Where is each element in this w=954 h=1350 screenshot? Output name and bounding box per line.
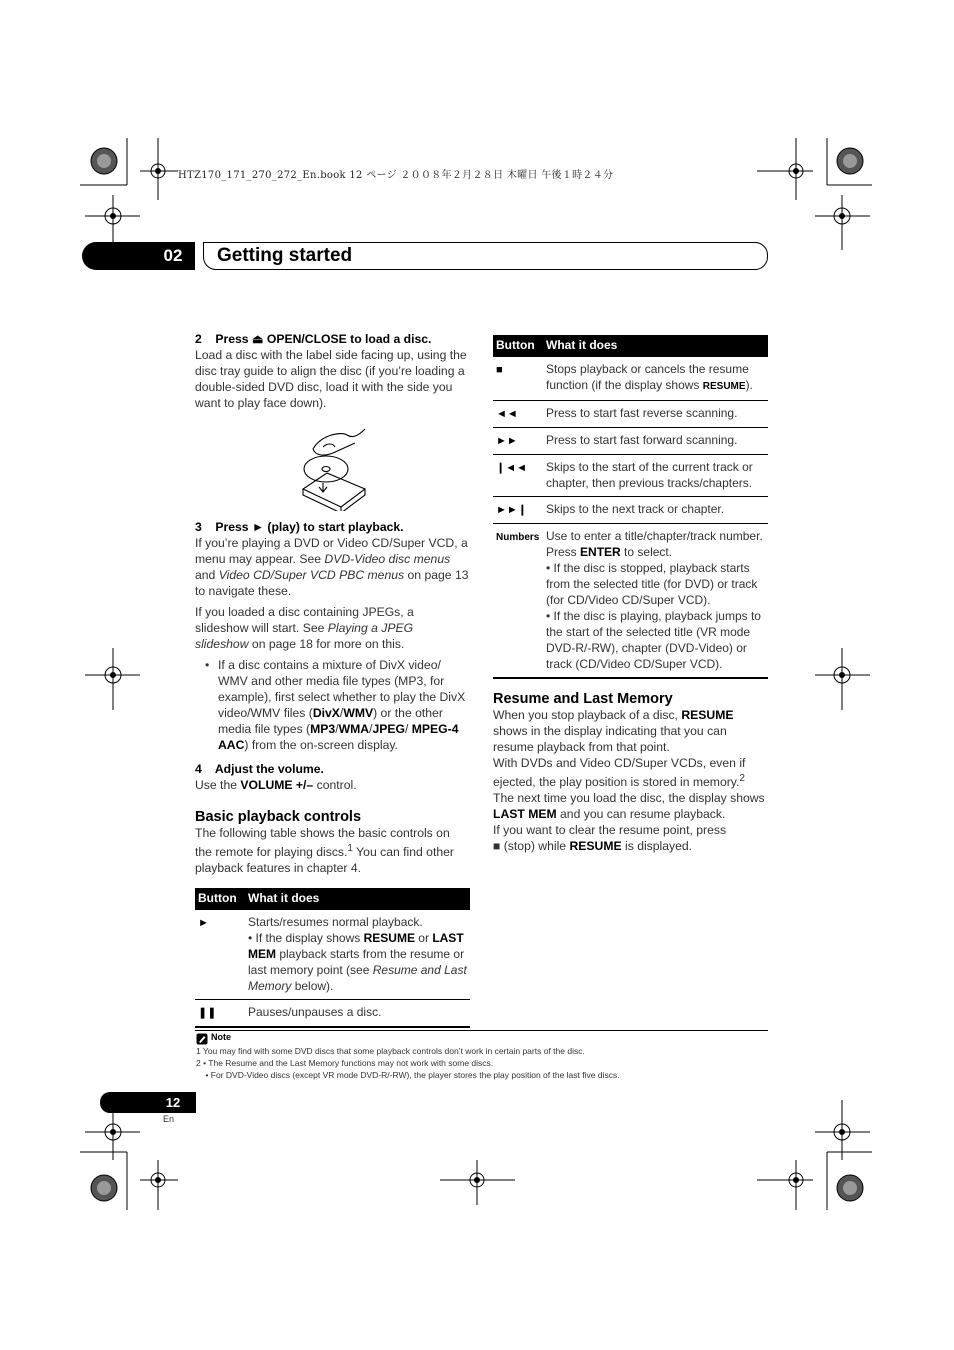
disc-loading-illustration [195, 421, 470, 511]
col-button-header: Button [195, 888, 245, 910]
pause-icon: ❚❚ [198, 1007, 217, 1020]
print-header: HTZ170_171_270_272_En.book 12 ページ ２００８年２月２８日 木曜日 午後１時２４分 [178, 170, 614, 181]
footnote-3: • For DVD-Video discs (except VR mode DVD-R/-RW), the player stores the play position of the last five discs. [196, 1070, 620, 1080]
play-icon: ► [251, 520, 265, 534]
table-row: ► Starts/resumes normal playback. • If the display shows RESUME or LAST MEM playback starts from the resume or last memory point (see Resume and Last Memory below). [195, 910, 470, 1000]
table-row: ►► Press to start fast forward scanning. [493, 428, 768, 455]
step-4-heading: 4 Adjust the volume. [195, 762, 324, 776]
eject-icon: ⏏ [251, 332, 264, 346]
note-divider [195, 1030, 768, 1031]
page-number: 12 [165, 1095, 181, 1110]
play-icon: ► [198, 917, 209, 930]
step-2-body: Load a disc with the label side facing up, using the disc tray guide to align the disc (if you’re loading a double-sided DVD disc, load it with the side you want to play face down). [195, 348, 467, 410]
right-column [493, 335, 768, 854]
page-language: En [163, 1114, 175, 1124]
next-track-icon: ►►❙ [496, 504, 527, 516]
step-3-para-2: If you loaded a disc containing JPEGs, a slideshow will start. See Playing a JPEG slideshow on page 18 for more on this. [195, 605, 414, 651]
table-row: Numbers Use to enter a title/chapter/track number. Press ENTER to select. • If the disc is stopped, playback starts from the selected title (for DVD) or track (for CD/Video CD/Super VCD). • If the disc is playing, playback jumps to the start of the selected title (VR mode DVD-R/-RW), chapter (DVD-Video) or track (CD/Video CD/Super VCD). [493, 524, 768, 679]
note-label: Note [211, 1032, 231, 1042]
basic-controls-table [195, 888, 470, 1028]
step-3-para-1: If you’re playing a DVD or Video CD/Super VCD, a menu may appear. See DVD-Video disc menus and Video CD/Super VCD PBC menus on page 13 to navigate these. [195, 536, 469, 598]
table-row: ►►❙ Skips to the next track or chapter. [493, 497, 768, 524]
col-what-header: What it does [543, 335, 768, 357]
fast-reverse-icon: ◄◄ [496, 408, 518, 420]
step-3-heading: 3 Press ► (play) to start playback. [195, 520, 404, 534]
numbers-label: Numbers [496, 532, 540, 543]
resume-heading: Resume and Last Memory [493, 691, 673, 707]
basic-playback-heading: Basic playback controls [195, 809, 362, 825]
table-row: ■ Stops playback or cancels the resume function (if the display shows RESUME). [493, 357, 768, 401]
left-column [195, 331, 470, 1028]
more-controls-table [493, 335, 768, 679]
footnote-2: 2 • The Resume and the Last Memory functions may not work with some discs. [196, 1058, 494, 1068]
chapter-number: 02 [163, 246, 183, 265]
table-row: ❙◄◄ Skips to the start of the current track or chapter, then previous tracks/chapters. [493, 455, 768, 497]
basic-playback-intro: The following table shows the basic controls on the remote for playing discs.$^1$ You can find other playback features in chapter 4. [195, 826, 454, 876]
fast-forward-icon: ►► [496, 435, 518, 447]
table-row: ❚❚ Pauses/unpauses a disc. [195, 1000, 470, 1028]
resume-body: When you stop playback of a disc, RESUME shows in the display indicating that you can resume playback from that point. With DVDs and Video CD/Super VCDs, even if ejected, the play position is stored in memory.$^2$ The next time you load the disc, the display shows LAST MEM and you can resume playback. If you want to clear the resume point, press ■ (stop) while RESUME is displayed. [493, 708, 765, 854]
step-2-heading: 2 Press ⏏ OPEN/CLOSE to load a disc. [195, 332, 432, 346]
step-3-bullet: • If a disc contains a mixture of DivX video/ WMV and other media file types (MP3, for example), first select whether to play the DivX video/WMV files (DivX/WMV) or the other media file types (MP3/WMA/JPEG/ MPEG-4 AAC) from the on-screen display. [195, 657, 470, 753]
col-button-header: Button [493, 335, 543, 357]
table-row: ◄◄ Press to start fast reverse scanning. [493, 401, 768, 428]
stop-icon: ■ [496, 364, 503, 376]
step-4-body: Use the VOLUME +/– control. [195, 778, 357, 792]
previous-track-icon: ❙◄◄ [496, 462, 527, 474]
col-what-header: What it does [245, 888, 470, 910]
note-icon [196, 1033, 208, 1045]
chapter-title: Getting started [217, 245, 353, 266]
footnote-1: 1 You may find with some DVD discs that some playback controls don’t work in certain parts of the disc. [196, 1046, 585, 1056]
